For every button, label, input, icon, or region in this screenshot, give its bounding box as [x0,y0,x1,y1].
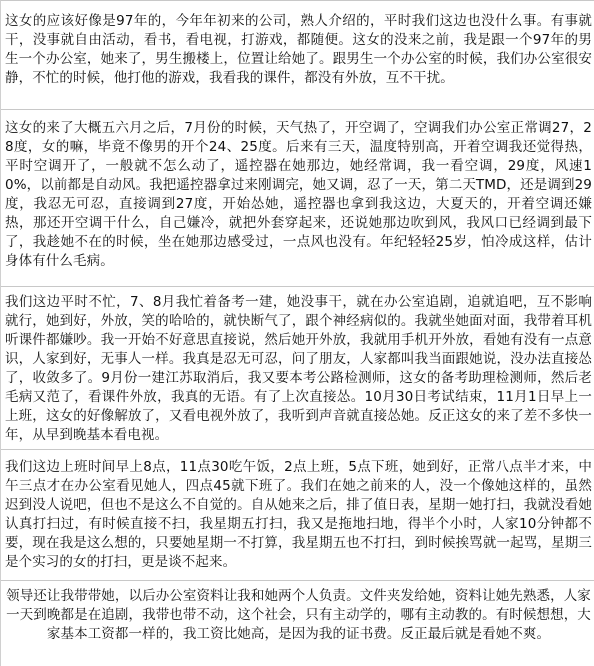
paragraph-3: 我们这边平时不忙，7、8月我忙着备考一建，她没事干，就在办公室追剧，追就追吧，互不影响就行，她到好，外放，笑的哈哈的，就快断气了，跟个神经病似的。我就坐她面对面，我带着耳机听课件都嫌吵。我一开始不好意思直接说，然后她开外放，我就用手机开外放，看她有没有一点意识，人家到好，无事人一样。我真是忍无可忍，问了朋友，人家都叫我当面跟她说，没办法直接怂了，收敛多了。9月份一建江苏取消后，我又要本考公路检测师，这女的备考助理检测师，然后老毛病又范了，看课件外放，我真的无语。有了上次直接怂。10月30日考试结束，11月1日早上一上班，这女的好像解放了，又看电视外放了，我听到声音就直接怂她。反正这女的来了差不多快一年，从早到晚基本看电视。 [1,287,594,450]
paragraph-4: 我们这边上班时间早上8点，11点30吃午饭，2点上班，5点下班，她到好，正常八点半才来，中午三点才在办公室看见她人，四点45就下班了。我们在她之前来的人，没一个像她这样的，虽然迟到没人说吧，但也不是这么不自觉的。自从她来之后，排了值日表，星期一她打扫，我就没看她认真打扫过，有时候直接不扫，我星期五打扫，我又是拖地扫地，得半个小时，人家10分钟都不要，现在我是这么想的，只要她星期一不打算，我星期五也不打扫，到时候挨骂就一起骂，星期三是个实习的女的打扫，更是谈不起来。 [1,450,594,581]
paragraph-1: 这女的应该好像是97年的，今年年初来的公司，熟人介绍的，平时我们这边也没什么事。有事就干，没事就自由活动，看书，看电视，打游戏，都随便。这女的没来之前，我是跟一个97年的男生一个办公室，她来了，男生搬楼上，位置让给她了。跟男生一个办公室的时候，我们办公室很安静，不忙的时候，他打他的游戏，我看我的课件，都没有外放，互不干扰。 [1,1,594,110]
paragraph-2: 这女的来了大概五六月之后，7月份的时候，天气热了，开空调了，空调我们办公室正常调27，28度，女的嘛，毕竟不像男的开个24、25度。后来有三天，温度特别高，开着空调我还觉得热，平时空调开了，一般就不怎么动了，遥控器在她那边，她经常调，我一看空调，29度，风速10%，以前都是自动风。我把遥控器拿过来刚调完，她又调，忍了一天，第二天TMD，还是调到29度，我忍无可忍，直接调到27度，开始怂她，遥控器也拿到我这边，大夏天的，开着空调还嫌热，那还开空调干什么，自己嫌冷，就把外套穿起来，还说她那边吹到风，我风口已经调到最下了，我趁她不在的时候，坐在她那边感受过，一点风也没有。年纪轻轻25岁，怕冷成这样，估计身体有什么毛病。 [1,110,594,287]
paragraph-5: 领导还让我带带她，以后办公室资料让我和她两个人负责。文件夹发给她，资料让她先熟悉，人家一天到晚都是在追剧，我带也带不动，这个社会，只有主动学的，哪有主动教的。有时候想想，大家基本工资都一样的，我工资比她高，是因为我的证书费。反正最后就是看她不爽。 [6,588,591,642]
